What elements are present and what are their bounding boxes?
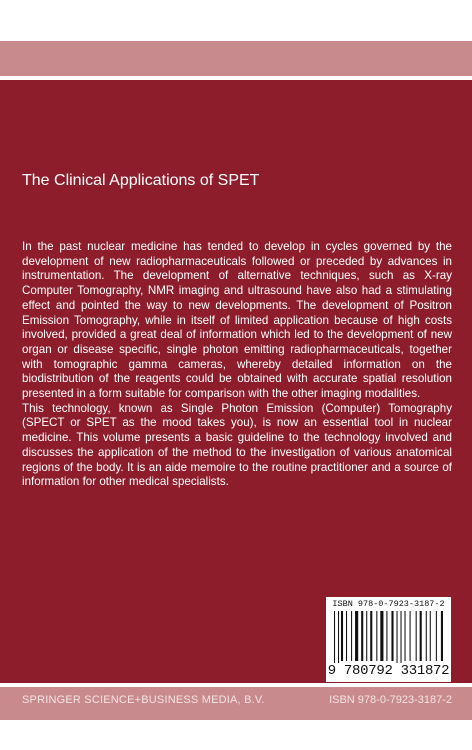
barcode-bar (426, 611, 427, 661)
barcode-bar (441, 611, 443, 661)
barcode-number: 9 780792 331872 (327, 663, 450, 679)
barcode-bar (397, 611, 398, 663)
bottom-white-band (0, 720, 472, 750)
barcode-bar (341, 611, 343, 661)
barcode-bar (346, 611, 347, 661)
top-pink-stripe (0, 41, 472, 76)
barcode-bar (401, 611, 402, 663)
barcode-bar (355, 611, 358, 661)
footer-isbn: ISBN 978-0-7923-3187-2 (329, 694, 452, 706)
barcode-bar (405, 611, 406, 661)
barcode-bar (351, 611, 352, 661)
barcode-bar (386, 611, 387, 661)
publisher-name: SPRINGER SCIENCE+BUSINESS MEDIA, B.V. (22, 694, 265, 706)
book-title: The Clinical Applications of SPET (22, 172, 260, 189)
barcode-bar (430, 611, 431, 661)
barcode-bar (366, 611, 367, 661)
barcode-bar (361, 611, 363, 661)
barcode-bar (416, 611, 417, 661)
description-paragraph-1: In the past nuclear medicine has tended to develop in cycles governed by the development of new radiopharmaceuticals followed or preceded by advances in instrumentation. The development of alternative techniques, such as X-ray Computer Tomography, NMR imaging and ultrasound have also had a stimulating effect and pointed the way to new developments. The development of Positron Emission Tomography, while in itself of limited application because of high costs involved, provided a great deal of information which led to the development of new organ or disease specific, single photon emitting radiopharmaceuticals, together with tomographic gamma cameras, whereby detailed information on the biodistribution of the reagents could be obtained with accurate spatial resolution presented in a form suitable for comparison with the other imaging modalities. (22, 240, 452, 401)
barcode-bar (380, 611, 383, 661)
barcode-bars (332, 611, 445, 663)
barcode-bar (334, 611, 335, 663)
barcode-isbn-label: ISBN 978-0-7923-3187-2 (332, 599, 445, 609)
barcode-bar (376, 611, 377, 661)
barcode (326, 597, 451, 682)
description-paragraph-2: This technology, known as Single Photon Emission (Computer) Tomography (SPECT or SPET as the mood takes you), is now an essential tool in nuclear medicine. This volume presents a basic guideline to the technology involved and discusses the application of the method to the investigation of various anatomical regions of the body. It is an aide memoire to the routine practitioner and a source of information for other medical specialists. (22, 401, 452, 489)
top-white-band (0, 0, 472, 41)
barcode-bar (338, 611, 339, 663)
book-description (22, 240, 452, 490)
barcode-bar (410, 611, 411, 661)
barcode-bar (420, 611, 422, 661)
top-white-line (0, 76, 472, 80)
barcode-bar (391, 611, 393, 661)
barcode-bar (436, 611, 437, 661)
barcode-bar (370, 611, 372, 661)
